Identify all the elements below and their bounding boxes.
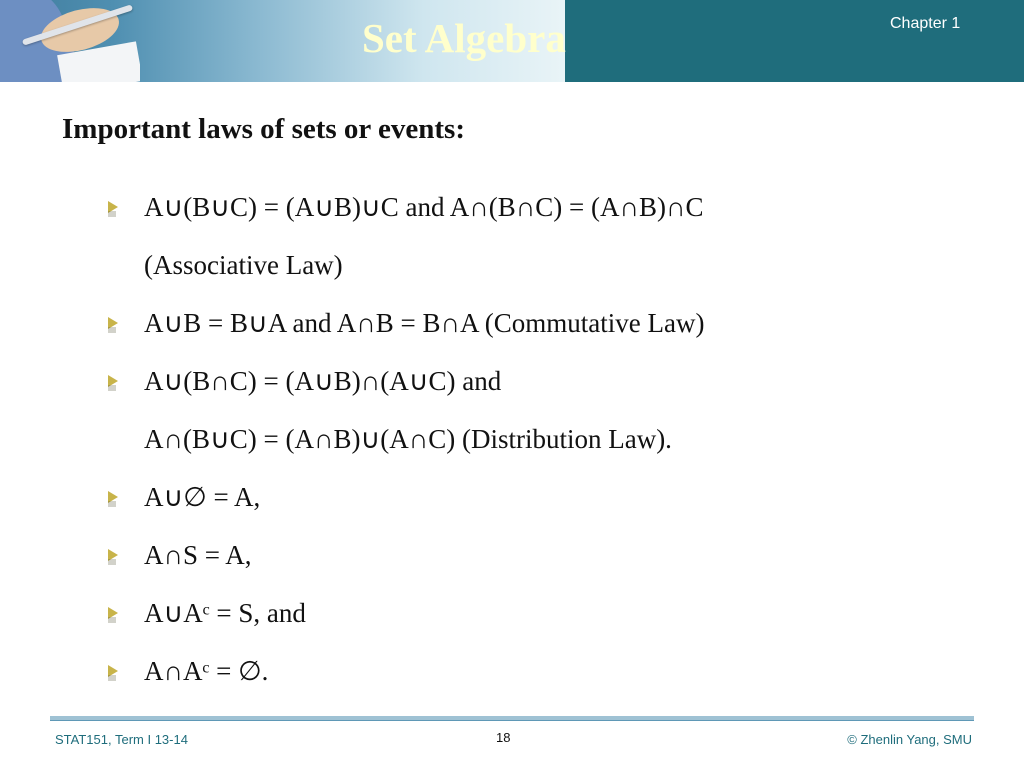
footer-divider [50, 716, 974, 721]
bullet-arrow-icon [108, 665, 118, 677]
bullet-arrow-icon [108, 491, 118, 503]
slide-header [0, 0, 1024, 82]
pen-hand-photo [0, 0, 140, 82]
footer-copyright: © Zhenlin Yang, SMU [847, 732, 972, 747]
law-text: A∩Aᶜ = ∅. [144, 656, 269, 686]
slide-title: Set Algebra [362, 15, 566, 61]
law-text: A∪B = B∪A and A∩B = B∩A (Commutative Law) [144, 308, 705, 338]
bullet-arrow-icon [108, 317, 118, 329]
bullet-arrow-icon [108, 201, 118, 213]
law-name: (Associative Law) [144, 250, 343, 280]
footer-course: STAT151, Term I 13-14 [55, 732, 188, 747]
bullet-arrow-icon [108, 549, 118, 561]
chapter-label: Chapter 1 [890, 15, 961, 32]
bullet-arrow-icon [108, 607, 118, 619]
law-text: A∩S = A, [144, 540, 252, 570]
section-heading: Important laws of sets or events: [62, 113, 465, 145]
law-text: A∪∅ = A, [144, 482, 261, 512]
law-text: A∪(B∩C) = (A∪B)∩(A∪C) and [144, 366, 502, 396]
law-text: A∩(B∪C) = (A∩B)∪(A∩C) (Distribution Law). [144, 424, 672, 454]
law-text: A∪(B∪C) = (A∪B)∪C and A∩(B∩C) = (A∩B)∩C [144, 192, 704, 222]
law-text: A∪Aᶜ = S, and [144, 598, 306, 628]
bullet-arrow-icon [108, 375, 118, 387]
page-number: 18 [496, 730, 511, 745]
